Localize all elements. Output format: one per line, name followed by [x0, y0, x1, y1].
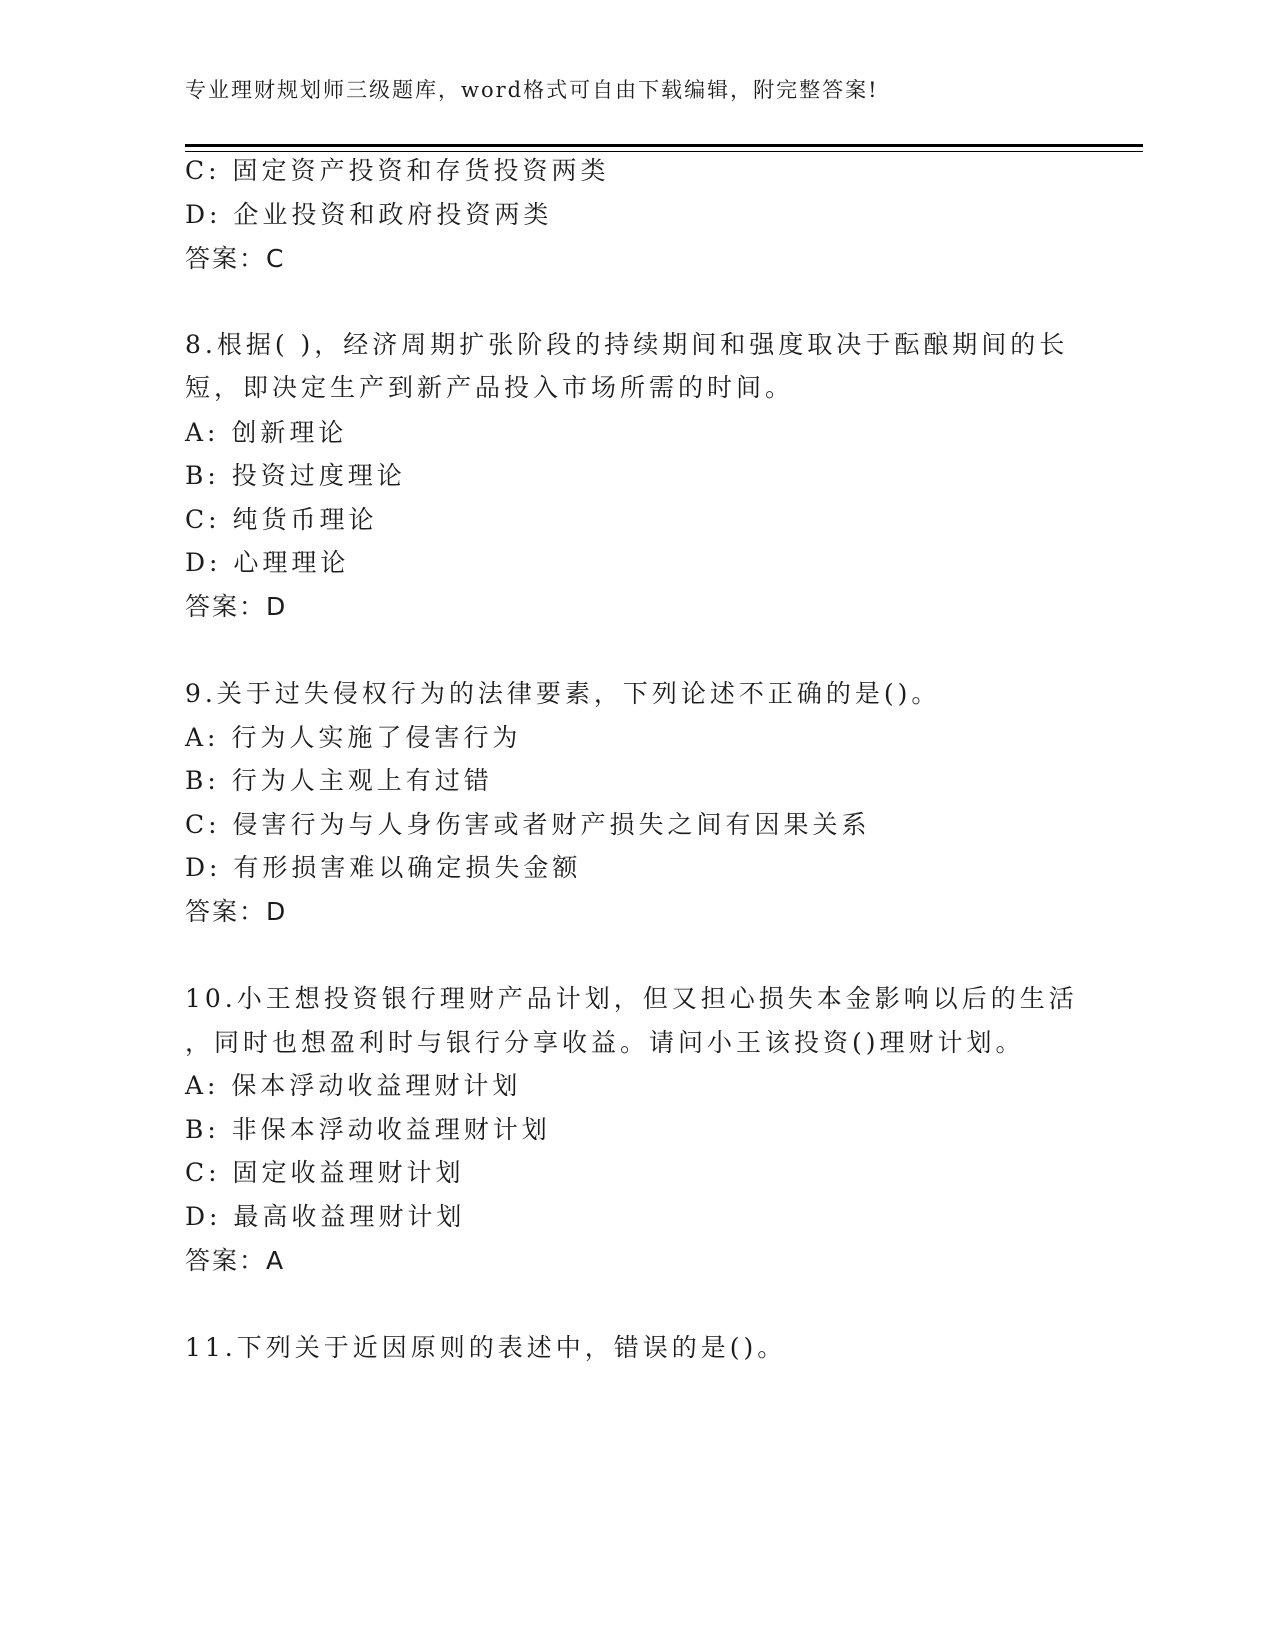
option-c: C: 固定资产投资和存货投资两类: [185, 156, 610, 185]
question-10-option-b: B: 非保本浮动收益理财计划: [185, 1115, 551, 1144]
question-10-option-c: C: 固定收益理财计划: [185, 1158, 465, 1187]
question-10-option-a: A: 保本浮动收益理财计划: [185, 1071, 522, 1100]
question-9-option-b: B: 行为人主观上有过错: [185, 766, 493, 795]
answer: 答案：C: [185, 244, 286, 273]
question-9-option-d: D: 有形损害难以确定损失金额: [185, 853, 582, 882]
question-10-option-d: D: 最高收益理财计划: [185, 1202, 466, 1231]
question-8-answer: 答案：D: [185, 592, 288, 621]
page-header: 专业理财规划师三级题库，word格式可自由下载编辑，附完整答案!: [185, 78, 879, 102]
question-8-stem-line-1: 8.根据( )，经济周期扩张阶段的持续期间和强度取决于酝酿期间的长: [185, 330, 1069, 359]
question-8-option-b: B: 投资过度理论: [185, 461, 406, 490]
option-d: D: 企业投资和政府投资两类: [185, 200, 553, 229]
question-10-stem-line-1: 10.小王想投资银行理财产品计划，但又担心损失本金影响以后的生活: [185, 984, 1078, 1013]
question-8-option-d: D: 心理理论: [185, 548, 350, 577]
question-8-stem-line-2: 短，即决定生产到新产品投入市场所需的时间。: [185, 373, 795, 402]
header-rule-thick: [185, 144, 1143, 147]
question-9-option-c: C: 侵害行为与人身伤害或者财产损失之间有因果关系: [185, 810, 871, 839]
question-11-stem-line-1: 11.下列关于近因原则的表述中，错误的是()。: [185, 1333, 787, 1362]
header-rule-thin: [185, 151, 1143, 152]
question-9-stem-line-1: 9.关于过失侵权行为的法律要素，下列论述不正确的是()。: [185, 679, 941, 708]
question-10-stem-line-2: ，同时也想盈利时与银行分享收益。请问小王该投资()理财计划。: [185, 1028, 1025, 1057]
question-9-answer: 答案：D: [185, 897, 288, 926]
question-10-answer: 答案：A: [185, 1246, 286, 1275]
question-8-option-a: A: 创新理论: [185, 418, 348, 447]
question-8-option-c: C: 纯货币理论: [185, 505, 378, 534]
question-9-option-a: A: 行为人实施了侵害行为: [185, 723, 522, 752]
